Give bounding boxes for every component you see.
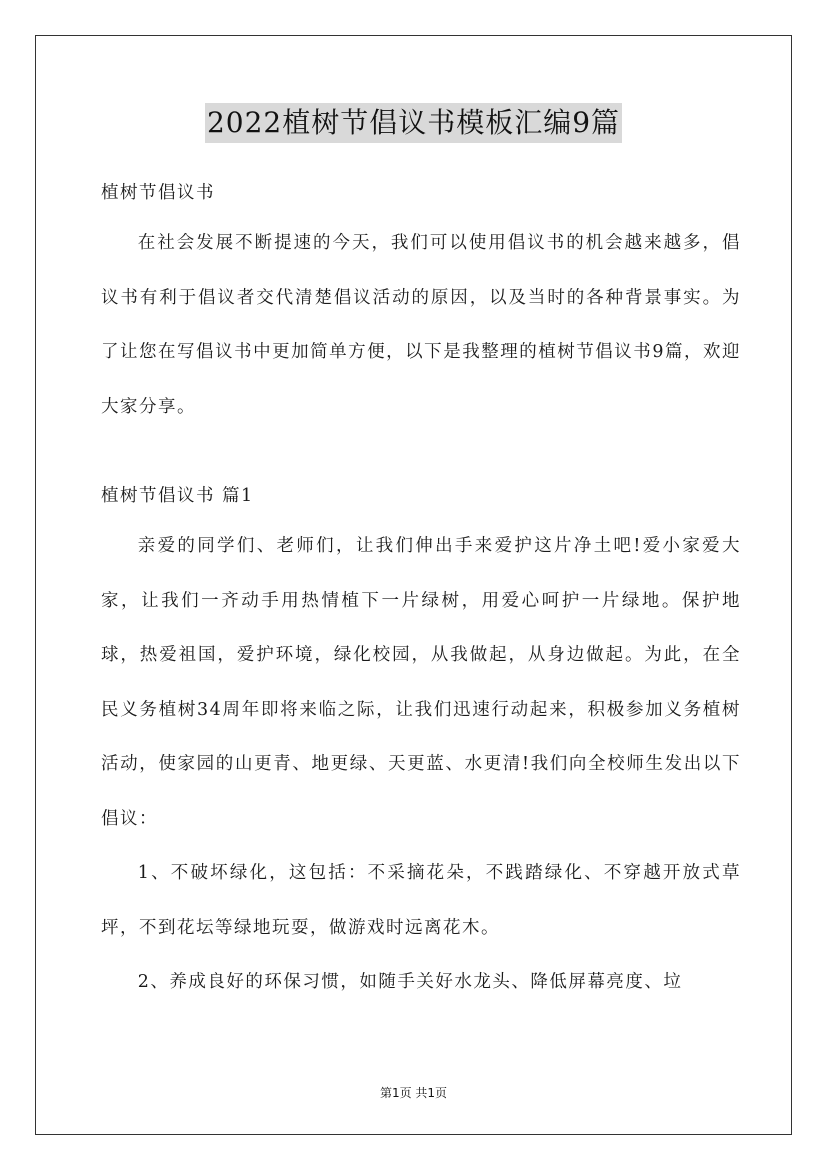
page-footer xyxy=(0,1084,827,1101)
page-number: 第1页 共1页 xyxy=(379,1086,448,1100)
document-body xyxy=(101,170,741,1010)
intro-paragraph: 在社会发展不断提速的今天，我们可以使用倡议书的机会越来越多，倡议书有利于倡议者交代清楚倡议活动的原因，以及当时的各种背景事实。为了让您在写倡议书中更加简单方便，以下是我整理的植树节倡议书9篇，欢迎大家分享。 xyxy=(101,233,741,417)
proposal-item-1: 1、不破坏绿化，这包括：不采摘花朵，不践踏绿化、不穿越开放式草坪，不到花坛等绿地玩耍，做游戏时远离花木。 xyxy=(101,863,741,938)
document-title: 2022植树节倡议书模板汇编9篇 xyxy=(205,103,622,143)
section-1-heading: 植树节倡议书 篇1 xyxy=(101,486,254,506)
proposal-item-2: 2、养成良好的环保习惯，如随手关好水龙头、降低屏幕亮度、垃 xyxy=(137,972,683,992)
section-spacer xyxy=(101,434,741,473)
section-1-paragraph: 亲爱的同学们、老师们，让我们伸出手来爱护这片净土吧!爱小家爱大家，让我们一齐动手用热情植下一片绿树，用爱心呵护一片绿地。保护地球，热爱祖国，爱护环境，绿化校园，从我做起，从身边做起。为此，在全民义务植树34周年即将来临之际，让我们迅速行动起来，积极参加义务植树活动，使家园的山更青、地更绿、天更蓝、水更清!我们向全校师生发出以下倡议： xyxy=(101,536,741,829)
intro-heading: 植树节倡议书 xyxy=(101,183,215,203)
document-title-wrapper xyxy=(0,103,827,143)
